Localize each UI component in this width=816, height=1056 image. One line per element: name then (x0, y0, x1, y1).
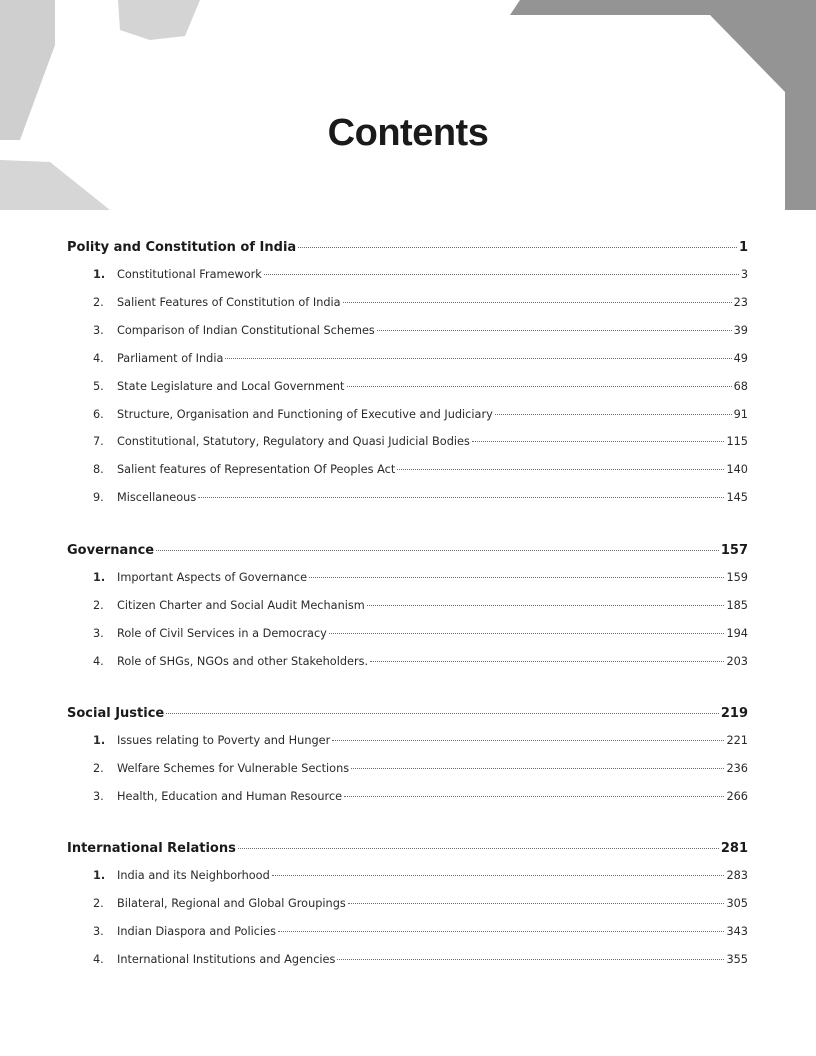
toc-entry[interactable] (93, 324, 748, 337)
entry-page-number: 140 (726, 463, 748, 477)
dot-leader (225, 358, 731, 359)
entry-title: Issues relating to Poverty and Hunger (117, 734, 331, 747)
dot-leader (309, 577, 724, 578)
entry-page-number: 115 (726, 435, 748, 449)
entry-page-number: 236 (726, 761, 748, 775)
toc-entry[interactable] (93, 491, 748, 504)
dark-gray-corner-shape (510, 0, 816, 210)
dot-leader (298, 247, 737, 248)
toc-entry[interactable] (93, 380, 748, 393)
entry-number: 7. (93, 435, 104, 449)
toc-entry[interactable] (93, 268, 748, 281)
entry-title: Role of SHGs, NGOs and other Stakeholders. (117, 654, 369, 668)
entry-number: 5. (93, 379, 104, 393)
dot-leader (329, 633, 725, 634)
entry-number: 6. (93, 407, 104, 421)
dot-leader (156, 550, 719, 551)
entry-page-number: 221 (726, 734, 748, 747)
entry-number: 1. (93, 734, 106, 747)
dot-leader (377, 330, 732, 331)
entry-page-number: 194 (726, 626, 748, 640)
toc-entry[interactable] (93, 790, 748, 803)
entry-page-number: 266 (726, 789, 748, 803)
entry-number: 4. (93, 952, 104, 966)
dot-leader (347, 386, 732, 387)
section-title: Social Justice (67, 706, 165, 721)
toc-entry[interactable] (93, 352, 748, 365)
entry-page-number: 203 (726, 654, 748, 668)
entry-number: 2. (93, 295, 104, 309)
toc-entry[interactable] (93, 925, 748, 938)
section-title: International Relations (67, 841, 236, 856)
dot-leader (351, 768, 724, 769)
entry-number: 4. (93, 351, 104, 365)
entry-number: 2. (93, 598, 104, 612)
dot-leader (198, 497, 724, 498)
entry-page-number: 355 (726, 952, 748, 966)
entry-title: Structure, Organisation and Functioning of Executive and Judiciary (117, 407, 493, 421)
section-page-number: 281 (720, 841, 748, 856)
dot-leader (344, 796, 724, 797)
dot-leader (264, 274, 739, 275)
dot-leader (332, 740, 724, 741)
header-decoration (0, 0, 816, 210)
toc-entry[interactable] (93, 627, 748, 640)
entry-page-number: 159 (726, 571, 748, 584)
toc-entry[interactable] (93, 655, 748, 668)
entry-page-number: 39 (733, 323, 748, 337)
entry-title: State Legislature and Local Government (117, 379, 345, 393)
section-heading[interactable] (67, 841, 748, 856)
toc-entry[interactable] (93, 869, 748, 882)
section-page-number: 219 (720, 706, 748, 721)
entry-title: Salient features of Representation Of Peoples Act (117, 463, 396, 477)
toc-entry[interactable] (93, 571, 748, 584)
entry-title: Indian Diaspora and Policies (117, 924, 276, 938)
entry-number: 3. (93, 323, 104, 337)
page-title: Contents (327, 112, 489, 154)
entry-title: International Institutions and Agencies (117, 952, 336, 966)
entry-number: 8. (93, 463, 104, 477)
entry-title: Salient Features of Constitution of India (117, 295, 341, 309)
toc-entry[interactable] (93, 897, 748, 910)
entry-number: 2. (93, 896, 104, 910)
entry-title: Important Aspects of Governance (117, 571, 308, 584)
section-heading[interactable] (67, 543, 748, 558)
entry-title: Role of Civil Services in a Democracy (117, 626, 327, 640)
entry-title: Citizen Charter and Social Audit Mechanism (117, 598, 365, 612)
dot-leader (278, 931, 724, 932)
section-title: Governance (67, 543, 155, 558)
entry-number: 1. (93, 571, 106, 584)
entry-number: 1. (93, 869, 106, 882)
entry-page-number: 283 (726, 869, 748, 882)
toc-entry[interactable] (93, 599, 748, 612)
section-page-number: 1 (738, 240, 748, 255)
entry-number: 3. (93, 626, 104, 640)
section-heading[interactable] (67, 240, 748, 255)
entry-number: 4. (93, 654, 104, 668)
section-page-number: 157 (720, 543, 748, 558)
entry-title: Miscellaneous (117, 491, 197, 505)
entry-page-number: 145 (726, 491, 748, 505)
toc-entry[interactable] (93, 762, 748, 775)
dot-leader (495, 414, 732, 415)
entry-page-number: 305 (726, 896, 748, 910)
toc-entry[interactable] (93, 435, 748, 448)
entry-page-number: 23 (733, 295, 748, 309)
dot-leader (272, 875, 725, 876)
entry-title: Health, Education and Human Resource (117, 789, 343, 803)
entry-page-number: 3 (740, 268, 748, 281)
dot-leader (238, 848, 719, 849)
dot-leader (343, 302, 732, 303)
light-gray-shape-bottom (0, 160, 110, 210)
entry-page-number: 91 (733, 407, 748, 421)
dot-leader (348, 903, 725, 904)
dot-leader (472, 441, 725, 442)
toc-entry[interactable] (93, 953, 748, 966)
entry-title: Constitutional Framework (117, 268, 262, 281)
section-title: Polity and Constitution of India (67, 240, 297, 255)
entry-page-number: 68 (733, 379, 748, 393)
entry-title: India and its Neighborhood (117, 869, 270, 882)
entry-page-number: 343 (726, 924, 748, 938)
entry-page-number: 49 (733, 351, 748, 365)
entry-number: 3. (93, 924, 104, 938)
entry-title: Bilateral, Regional and Global Groupings (117, 896, 346, 910)
entry-title: Comparison of Indian Constitutional Schemes (117, 323, 375, 337)
dot-leader (370, 661, 724, 662)
section-heading[interactable] (67, 706, 748, 721)
toc-entry[interactable] (93, 734, 748, 747)
toc-entry[interactable] (93, 408, 748, 421)
entry-page-number: 185 (726, 598, 748, 612)
entry-title: Constitutional, Statutory, Regulatory and Quasi Judicial Bodies (117, 435, 470, 449)
entry-number: 1. (93, 268, 106, 281)
dot-leader (397, 469, 724, 470)
entry-number: 3. (93, 789, 104, 803)
toc-entry[interactable] (93, 463, 748, 476)
entry-title: Parliament of India (117, 351, 224, 365)
dot-leader (166, 713, 719, 714)
dot-leader (337, 959, 724, 960)
toc-entry[interactable] (93, 296, 748, 309)
entry-title: Welfare Schemes for Vulnerable Sections (117, 761, 350, 775)
entry-number: 2. (93, 761, 104, 775)
light-gray-shape-top (118, 0, 200, 40)
entry-number: 9. (93, 491, 104, 505)
dot-leader (367, 605, 725, 606)
